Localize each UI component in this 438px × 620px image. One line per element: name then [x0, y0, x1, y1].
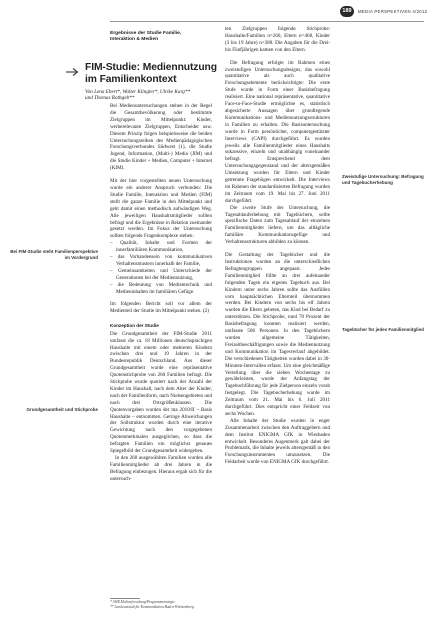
authors-line-1: Von Lena Ebert*, Walter Klingler*, Ulrike Karg** — [85, 89, 191, 95]
kicker-line-1: Ergebnisse der Studie Familie, — [110, 31, 182, 36]
paragraph-survey-design: Die Befragung erfolgte im Rahmen eines zweistufigen Untersuchungsdesigns, das sowohl quantitative als auch qualitative Forschungselemente berücksichtigte: Die erste Stufe wurde in Form einer Basisbefragung realisiert. Eine national repräsentative, quantitative Face-to-Face-Studie ermöglichte es, statistisch abgesicherte Aussagen über grundlegende Kommunikations- und Mediennutzungsstrukturen in Familien zu erhalten. Die Basisuntersuchung wurde in Form persönlicher, computergestützter Interviews (CAPI) durchgeführt. Es wurden jeweils alle Familienmitglieder eines Haushalts sukzessive, einzeln und unabhängig voneinander befragt. Entsprechend dem Untersuchungsgegenstand und der altersgemäßen Umsetzung wurden für Eltern und Kinder getrennte Fragebögen entwickelt. Die Interviews im Rahmen der standardisierten Befragung wurden im Zeitraum vom 19. Mai bis 27. Juni 2011 durchgeführt. — [225, 59, 330, 204]
paragraph-sample-sizes: ten Zielgruppen folgende Stichprobe: Haushalte/Familien n=260, Eltern n=468, Kinder (3 bis 19 Jahre) n=388. Die Angaben für die Drei- bis Fünfjährigen kamen von den Eltern. — [225, 26, 330, 53]
list-item: – das Vorhandensein von kommunikativen Verhaltensmustern innerhalb der Familie, — [110, 254, 212, 267]
paragraph-fim-approach: Mit der hier vorgestellten neuen Untersuchung wurde ein anderer Anspruch verbunden: Die Studie Familie, Interaktion und Medien (FIM) stellt die ganze Familie in den Mittelpunkt und geht damit einen methodisch aufwändigen Weg. Alle jeweiligen Haushaltsmitglieder sollten befragt und die Ergebnisse in Relation zueinander gesetzt werden. Im Fokus der Untersuchung sollten folgende Fragenkomplexe stehen: — [110, 178, 212, 240]
footnote-rule — [110, 598, 140, 599]
paragraph-families: In den 260 ausgewählten Familien wurden alle Familienmitglieder ab drei Jahren in die Befragung einbezogen. Hieraus ergab sich für die untersuch- — [110, 455, 212, 482]
title-line-2: im Familienkontext — [85, 73, 177, 85]
page-number: 189 — [340, 6, 354, 17]
paragraph-institute: Alle Inhalte der Studie wurden in enger Zusammenarbeit zwischen den Auftraggebern und dem Institut ENIGMA GfK in Wiesbaden entwickelt. Besonderes Augenmerk galt dabei der Problematik, die Inhalte jeweils altersgemäß in den Forschungsinstrumenten umzusetzen. Die Feldarbeit wurde von ENIGMA GfK durchgeführt. — [225, 417, 330, 466]
left-column — [110, 103, 212, 483]
margin-note-sample: Grundgesamtheit und Stichprobe — [26, 407, 98, 412]
journal-title: MEDIA PERSPEKTIVEN 4/2012 — [358, 9, 428, 14]
margin-note-family-perspective: Bei FIM-Studie steht Familienperspektive im Vordergrund — [10, 249, 98, 260]
focus-list — [110, 240, 212, 295]
paragraph-report-focus: Im folgenden Bericht soll vor allem der Medienteil der Studie im Mittelpunkt stehen. (2) — [110, 301, 212, 315]
margin-note-diaries: Tagebücher für jedes Familienmitglied — [342, 327, 424, 332]
list-item: – Gemeinsamkeiten und Unterschiede der Generationen bei der Mediennutzung, — [110, 267, 212, 281]
header-rule — [110, 21, 424, 22]
footnotes — [110, 600, 240, 609]
kicker-line-2: Interaktion & Medien — [110, 37, 159, 43]
article-authors — [85, 89, 215, 102]
section-kicker — [110, 31, 220, 44]
authors-line-2: und Thomas Rathgeb** — [85, 95, 135, 102]
margin-note-two-stage: Zweistufige Untersuchung: Befragung und Tagebucherhebung — [342, 174, 424, 185]
paragraph-intro: Bei Medienuntersuchungen stehen in der Regel die Gesamtbevölkerung oder bestimmte Zielgruppen im Mittelpunkt: Kinder, werberelevante Zielgruppen, Entscheider usw. Diesem Prinzip folgen beispielsweise die beiden Untersuchungsreihen des Medienpädagogischen Forschungsverbundes Südwest (1), die Studie Jugend, Information, (Multi-) Media (JIM) und die Studie Kinder + Medien, Computer + Internet (KIM). — [110, 103, 212, 172]
paragraph-diary-stage: Die zweite Stufe der Untersuchung, die Tagesablauferhebung mit Tagebüchern, sollte spezifische Daten zum Tagesablauf der einzelnen Familienmitglieder liefern, um das alltägliche familiäre Kommunikationsgefüge und Verhaltensstrukturen abbilden zu können. — [225, 204, 330, 246]
paragraph-diary-design: Die Gestaltung der Tagebücher und die Instruktionen wurden an die unterschiedlichen Befragtengruppen angepasst. Jedes Familienmitglied füllte an drei aufeinander folgenden Tagen ein eigenes Tagebuch aus. Bei Kindern unter sechs Jahren sollte das Ausfüllen vom hauptsächlichen Elternteil übernommen werden. Bei Kindern von sechs bis elf Jahren wurden die Eltern gebeten, das Kind bei Bedarf zu unterstützen. Die Stichprobe, rund 70 Prozent der Basisbefragung konnten realisiert werden, umfasste 586 Personen. In den Tagebüchern wurden allgemeine Tätigkeiten, Freizeitbeschäftigungen sowie die Mediennutzung und Kommunikation im Tagesverlauf abgebildet. Die verschiedenen Tätigkeiten wurden dabei in 30-Minuten-Intervallen erfasst. Um eine gleichmäßige Verteilung über die sieben Wochentage zu gewährleisten, wurde der Anfangstag der Tagebuchführung für jede Zielperson einzeln vorab festgelegt. Die Tagebucherhebung wurde im Zeitraum vom 21. Mai bis 6. Juli 2011 durchgeführt. Dies entspricht einer Feldzeit von sechs Wochen. — [225, 252, 330, 417]
article-title — [85, 62, 217, 85]
right-column — [225, 26, 330, 466]
arrow-icon — [66, 67, 80, 77]
footnote-1: * SWR Medienforschung/Programmstrategie. — [110, 600, 176, 604]
subhead-concept: Konzeption der Studie — [110, 323, 159, 329]
footnote-2: ** Landesanstalt für Kommunikation Baden-Württemberg. — [110, 604, 195, 609]
paragraph-population: Die Grundgesamtheit der FIM-Studie 2011 umfasst die ca. 18 Millionen deutschsprachigen Haushalte mit einem oder mehreren Kindern zwischen drei und 19 Jahren in der Bundesrepublik Deutschland. Aus dieser Grundgesamtheit wurde eine repräsentative Quotenstichprobe von 260 Familien befragt. Die Stichprobe wurde quotiert nach der Anzahl der Kinder im Haushalt, nach dem Alter der Kinder, nach der Familienform, nach Nielsengebieten und nach drei Ortsgrößenklassen. Die Quotenvorgaben wurden der ma 2010/II – Basis Haushalte – entnommen. Geringe Abweichungen der Sollstruktur wurden durch eine iterative Gewichtung nach den vorgegebenen Quotenmerkmalen ausgeglichen, so dass die befragten Familien ein möglichst genaues Spiegelbild der Grundgesamtheit widergeben. — [110, 330, 212, 455]
title-line-1: FIM-Studie: Mediennutzung — [85, 62, 217, 73]
list-item: – Qualität, Inhalte und Formen der innerfamiliären Kommunikation, — [110, 240, 212, 254]
list-item: – die Bedeutung von Medientechnik und Medieninhalten im familiären Gefüge. — [110, 281, 212, 295]
